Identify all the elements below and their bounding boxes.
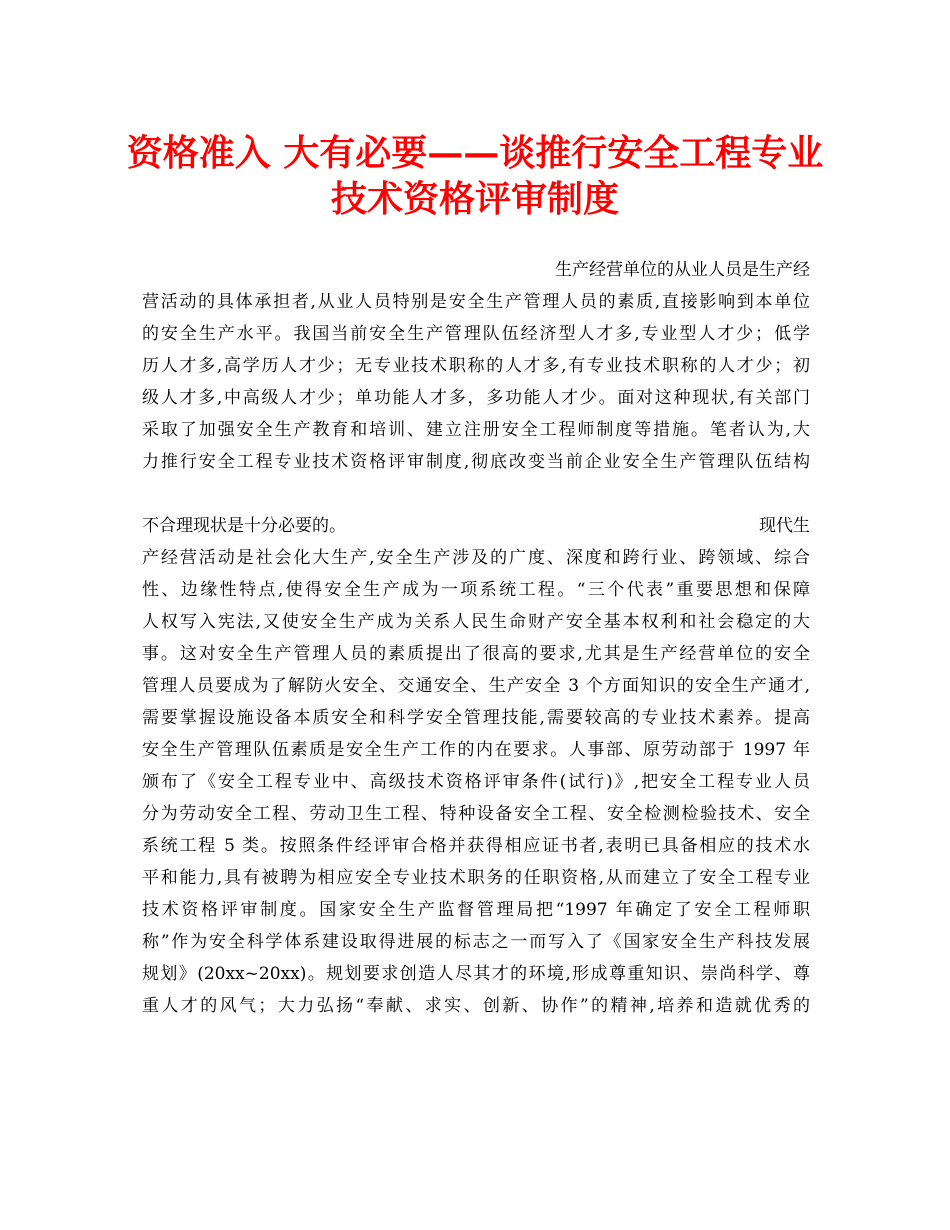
body-line-1: 生产经营单位的从业人员是生产经 bbox=[555, 260, 810, 280]
body-line-21: 称”作为安全科学体系建设取得进展的标志之一而写入了《国家安全生产科技发展 bbox=[142, 932, 810, 952]
body-line-18: 系统工程 5 类。按照条件经评审合格并获得相应证书者,表明已具备相应的技术水 bbox=[142, 836, 810, 856]
body-line-8 bbox=[142, 510, 810, 542]
body-line-3: 的安全生产水平。我国当前安全生产管理队伍经济型人才多,专业型人才少；低学 bbox=[142, 324, 810, 344]
body-line-5: 级人才多,中高级人才少；单功能人才多，多功能人才少。面对这种现状,有关部门 bbox=[142, 388, 810, 408]
paragraph-start-text: 现代生 bbox=[759, 516, 810, 536]
body-line-22: 规划》(20xx~20xx)。规划要求创造人尽其才的环境,形成尊重知识、崇尚科学、尊 bbox=[142, 964, 810, 984]
document-title-line-1: 资格准入 大有必要——谈推行安全工程专业 bbox=[126, 132, 824, 174]
body-line-20: 技术资格评审制度。国家安全生产监督管理局把“1997 年确定了安全工程师职 bbox=[142, 900, 810, 920]
body-line-10: 性、边缘性特点,使得安全生产成为一项系统工程。“三个代表”重要思想和保障 bbox=[142, 580, 810, 600]
body-line-13: 管理人员要成为了解防火安全、交通安全、生产安全 3 个方面知识的安全生产通才, bbox=[142, 676, 810, 696]
body-line-9: 产经营活动是社会化大生产,安全生产涉及的广度、深度和跨行业、跨领域、综合 bbox=[142, 548, 810, 568]
body-line-15: 安全生产管理队伍素质是安全生产工作的内在要求。人事部、原劳动部于 1997 年 bbox=[142, 740, 810, 760]
body-line-23: 重人才的风气；大力弘扬“奉献、求实、创新、协作”的精神,培养和造就优秀的 bbox=[142, 996, 810, 1016]
body-line-11: 人权写入宪法,又使安全生产成为关系人民生命财产安全基本权利和社会稳定的大 bbox=[142, 612, 810, 632]
paragraph-end-text: 不合理现状是十分必要的。 bbox=[142, 516, 346, 536]
body-line-2: 营活动的具体承担者,从业人员特别是安全生产管理人员的素质,直接影响到本单位 bbox=[142, 292, 810, 312]
body-line-17: 分为劳动安全工程、劳动卫生工程、特种设备安全工程、安全检测检验技术、安全 bbox=[142, 804, 810, 824]
body-line-14: 需要掌握设施设备本质安全和科学安全管理技能,需要较高的专业技术素养。提高 bbox=[142, 708, 810, 728]
body-line-6: 采取了加强安全生产教育和培训、建立注册安全工程师制度等措施。笔者认为,大 bbox=[142, 420, 810, 440]
body-line-19: 平和能力,具有被聘为相应安全专业技术职务的任职资格,从而建立了安全工程专业 bbox=[142, 868, 810, 888]
document-title-line-2: 技术资格评审制度 bbox=[330, 178, 619, 220]
body-line-16: 颁布了《安全工程专业中、高级技术资格评审条件(试行)》,把安全工程专业人员 bbox=[142, 772, 810, 792]
body-line-4: 历人才多,高学历人才少；无专业技术职称的人才多,有专业技术职称的人才少；初 bbox=[142, 356, 810, 376]
body-line-7: 力推行安全工程专业技术资格评审制度,彻底改变当前企业安全生产管理队伍结构 bbox=[142, 452, 810, 472]
body-line-12: 事。这对安全生产管理人员的素质提出了很高的要求,尤其是生产经营单位的安全 bbox=[142, 644, 810, 664]
